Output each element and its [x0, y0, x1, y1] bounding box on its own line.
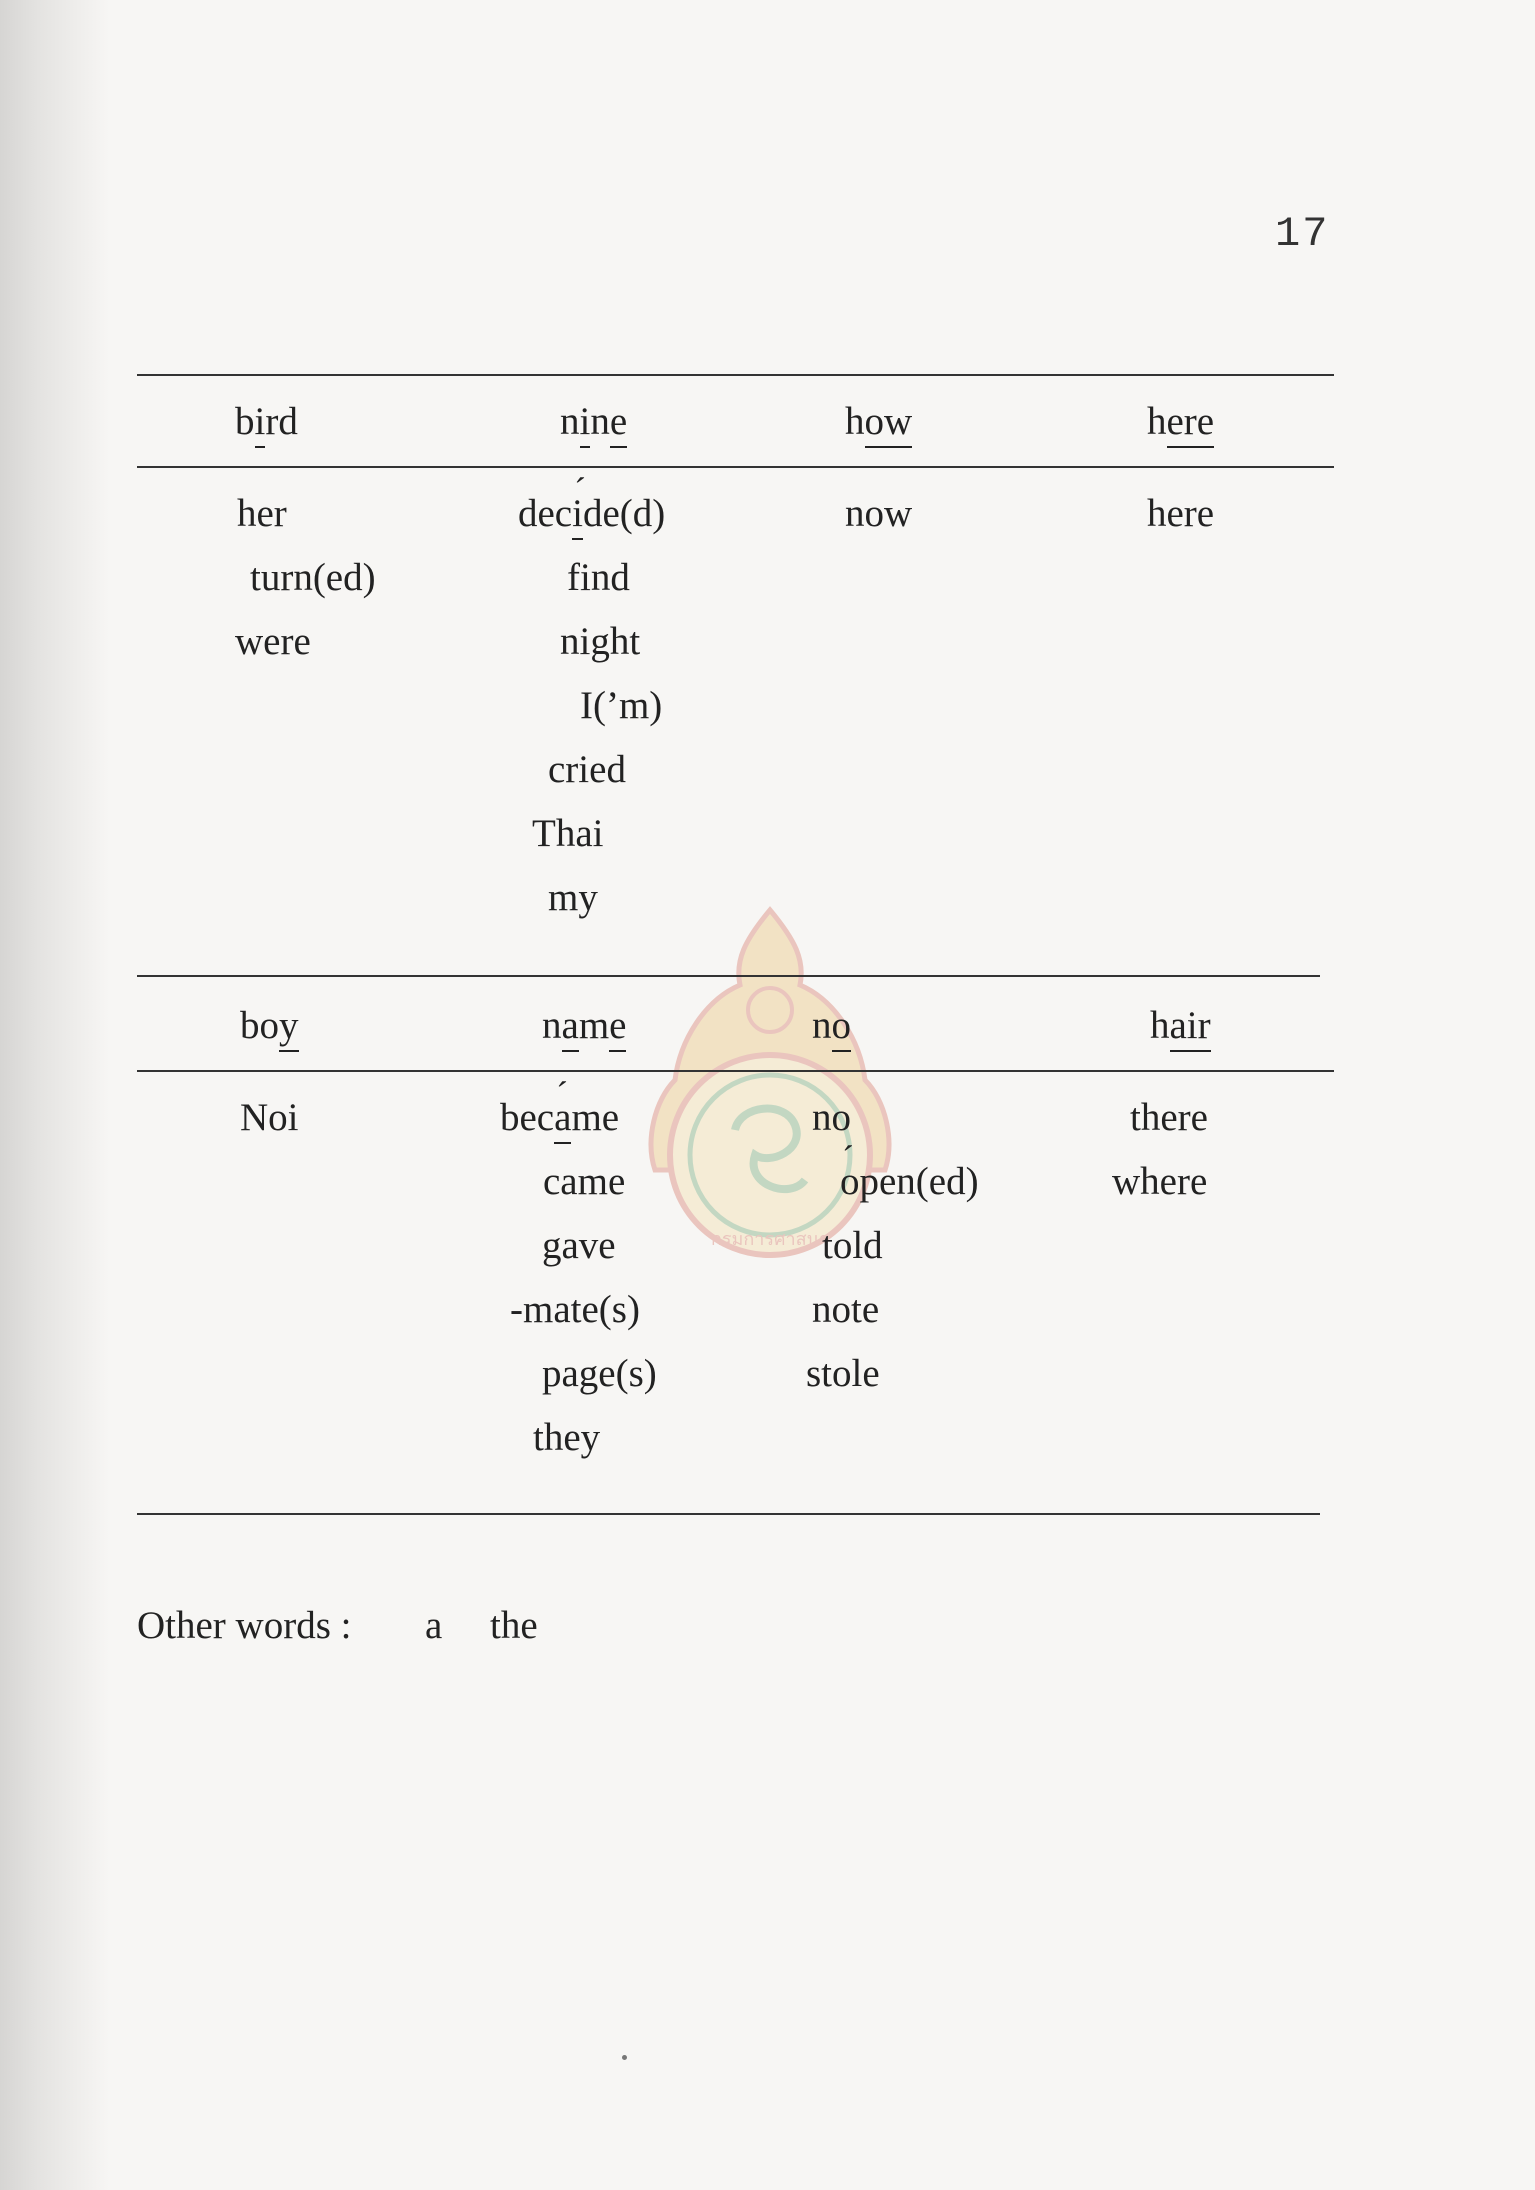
header-name: name	[542, 1004, 627, 1047]
word-were: were	[235, 620, 311, 663]
stray-mark	[622, 2055, 627, 2060]
rule-top	[137, 374, 1334, 376]
word-told: told	[822, 1224, 883, 1267]
rule-section-2	[137, 975, 1320, 977]
word-here: here	[1147, 492, 1215, 535]
header-nine: nine	[560, 400, 628, 443]
word-opened: ´ open(ed)	[840, 1162, 979, 1201]
word-now: now	[845, 492, 913, 535]
word-there: there	[1130, 1096, 1208, 1139]
header-boy: boy	[240, 1004, 299, 1047]
rule-header-1	[137, 466, 1334, 468]
word-turned: turn(ed)	[250, 556, 376, 599]
rule-header-2	[137, 1070, 1334, 1072]
word-decided: dec´ ide(d)	[518, 494, 665, 533]
word-stole: stole	[806, 1352, 880, 1395]
header-bird: bird	[235, 400, 298, 443]
header-hair: hair	[1150, 1004, 1211, 1047]
word-night: night	[560, 620, 641, 663]
word-where: where	[1112, 1160, 1208, 1203]
word-find: find	[567, 556, 630, 599]
word-gave: gave	[542, 1224, 616, 1267]
word-mates: -mate(s)	[510, 1288, 640, 1331]
word-no: no	[812, 1096, 851, 1139]
word-became: bec´ ame	[500, 1098, 619, 1137]
word-pages: page(s)	[542, 1352, 657, 1395]
header-here: here	[1147, 400, 1215, 443]
rule-bottom	[137, 1513, 1320, 1515]
header-how: how	[845, 400, 913, 443]
page-number: 17	[1275, 210, 1330, 258]
word-her: her	[237, 492, 287, 535]
other-words-label: Other words :	[137, 1604, 352, 1647]
word-they: they	[533, 1416, 601, 1459]
seal-watermark	[620, 900, 920, 1270]
word-im: I(’m)	[580, 684, 663, 727]
word-noi: Noi	[240, 1096, 299, 1139]
word-came: came	[543, 1160, 626, 1203]
seal-text: กรมการศาสนา	[710, 1229, 830, 1250]
page-shadow	[0, 0, 110, 2190]
word-note: note	[812, 1288, 880, 1331]
other-word-the: the	[490, 1604, 538, 1647]
word-cried: cried	[548, 748, 626, 791]
word-my: my	[548, 876, 598, 919]
word-thai: Thai	[532, 812, 604, 855]
header-no: no	[812, 1004, 851, 1047]
other-word-a: a	[425, 1604, 443, 1647]
